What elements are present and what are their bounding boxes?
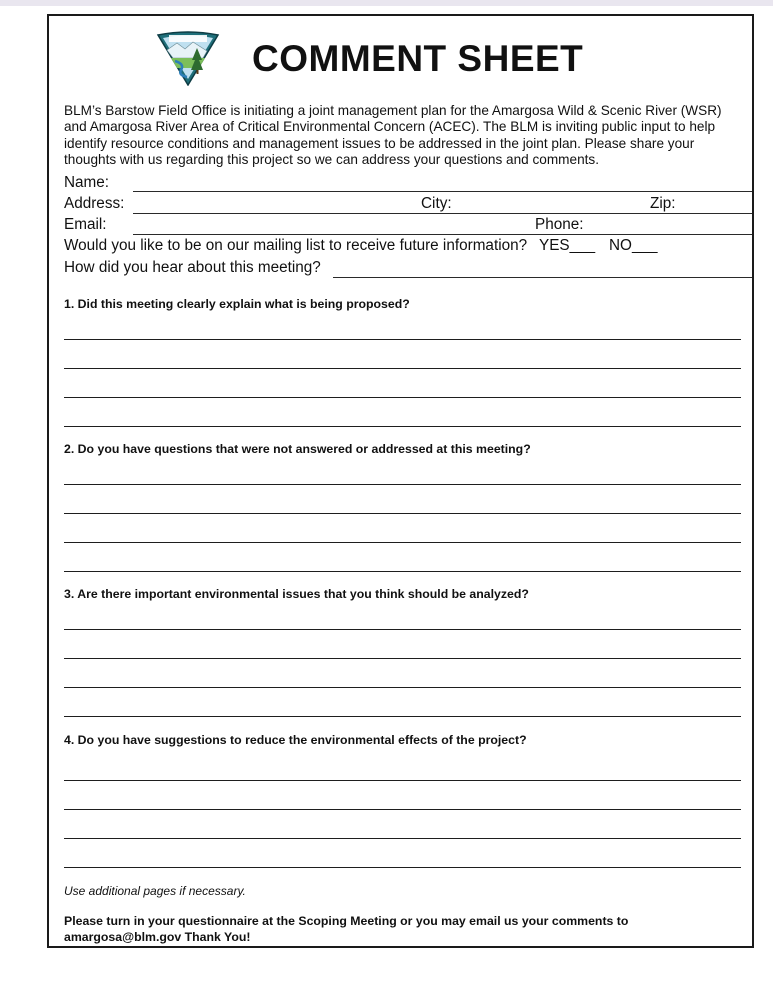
question-3: 3. Are there important environmental issues that you think should be analyzed? — [64, 587, 529, 601]
email-field[interactable] — [133, 234, 752, 235]
heard-about-label: How did you hear about this meeting? — [64, 259, 321, 276]
answer-line[interactable] — [64, 484, 741, 485]
name-label: Name: — [64, 174, 110, 191]
phone-label: Phone: — [535, 216, 584, 233]
question-4: 4. Do you have suggestions to reduce the environmental effects of the project? — [64, 733, 527, 747]
answer-line[interactable] — [64, 542, 741, 543]
answer-line[interactable] — [64, 571, 741, 572]
city-label: City: — [421, 195, 452, 212]
answer-line[interactable] — [64, 716, 741, 717]
mailing-no-option[interactable]: NO___ — [609, 237, 658, 254]
email-label: Email: — [64, 216, 107, 233]
answer-line[interactable] — [64, 658, 741, 659]
answer-line[interactable] — [64, 513, 741, 514]
address-label: Address: — [64, 195, 125, 212]
question-2: 2. Do you have questions that were not answered or addressed at this meeting? — [64, 442, 531, 456]
additional-pages-note: Use additional pages if necessary. — [64, 884, 246, 898]
answer-line[interactable] — [64, 426, 741, 427]
page-title: COMMENT SHEET — [252, 38, 584, 79]
answer-line[interactable] — [64, 368, 741, 369]
blm-shield-logo-icon — [155, 30, 221, 86]
mailing-list-question: Would you like to be on our mailing list to receive future information? — [64, 237, 528, 254]
closing-instructions: Please turn in your questionnaire at the Scoping Meeting or you may email us your comments to amargosa@blm.gov Thank You! — [64, 914, 629, 944]
answer-line[interactable] — [64, 687, 741, 688]
name-field[interactable] — [133, 191, 752, 192]
address-field[interactable] — [133, 213, 752, 214]
answer-line[interactable] — [64, 809, 741, 810]
scan-top-edge — [0, 0, 773, 6]
answer-line[interactable] — [64, 780, 741, 781]
zip-label: Zip: — [650, 195, 676, 212]
mailing-yes-option[interactable]: YES___ — [539, 237, 596, 254]
intro-paragraph: BLM’s Barstow Field Office is initiating a joint management plan for the Amargosa Wild & Scenic River (WSR) and Amargosa River Area of Critical Environmental Concern (ACEC). The BLM is inviting public input to help identify resource conditions and management issues to be addressed in the joint plan. Please share your thoughts with us regarding this project so we can address your questions and comments. — [64, 103, 722, 167]
heard-about-field[interactable] — [333, 277, 752, 278]
answer-line[interactable] — [64, 339, 741, 340]
answer-line[interactable] — [64, 838, 741, 839]
answer-line[interactable] — [64, 867, 741, 868]
question-1: 1. Did this meeting clearly explain what is being proposed? — [64, 297, 410, 311]
answer-line[interactable] — [64, 629, 741, 630]
answer-line[interactable] — [64, 397, 741, 398]
